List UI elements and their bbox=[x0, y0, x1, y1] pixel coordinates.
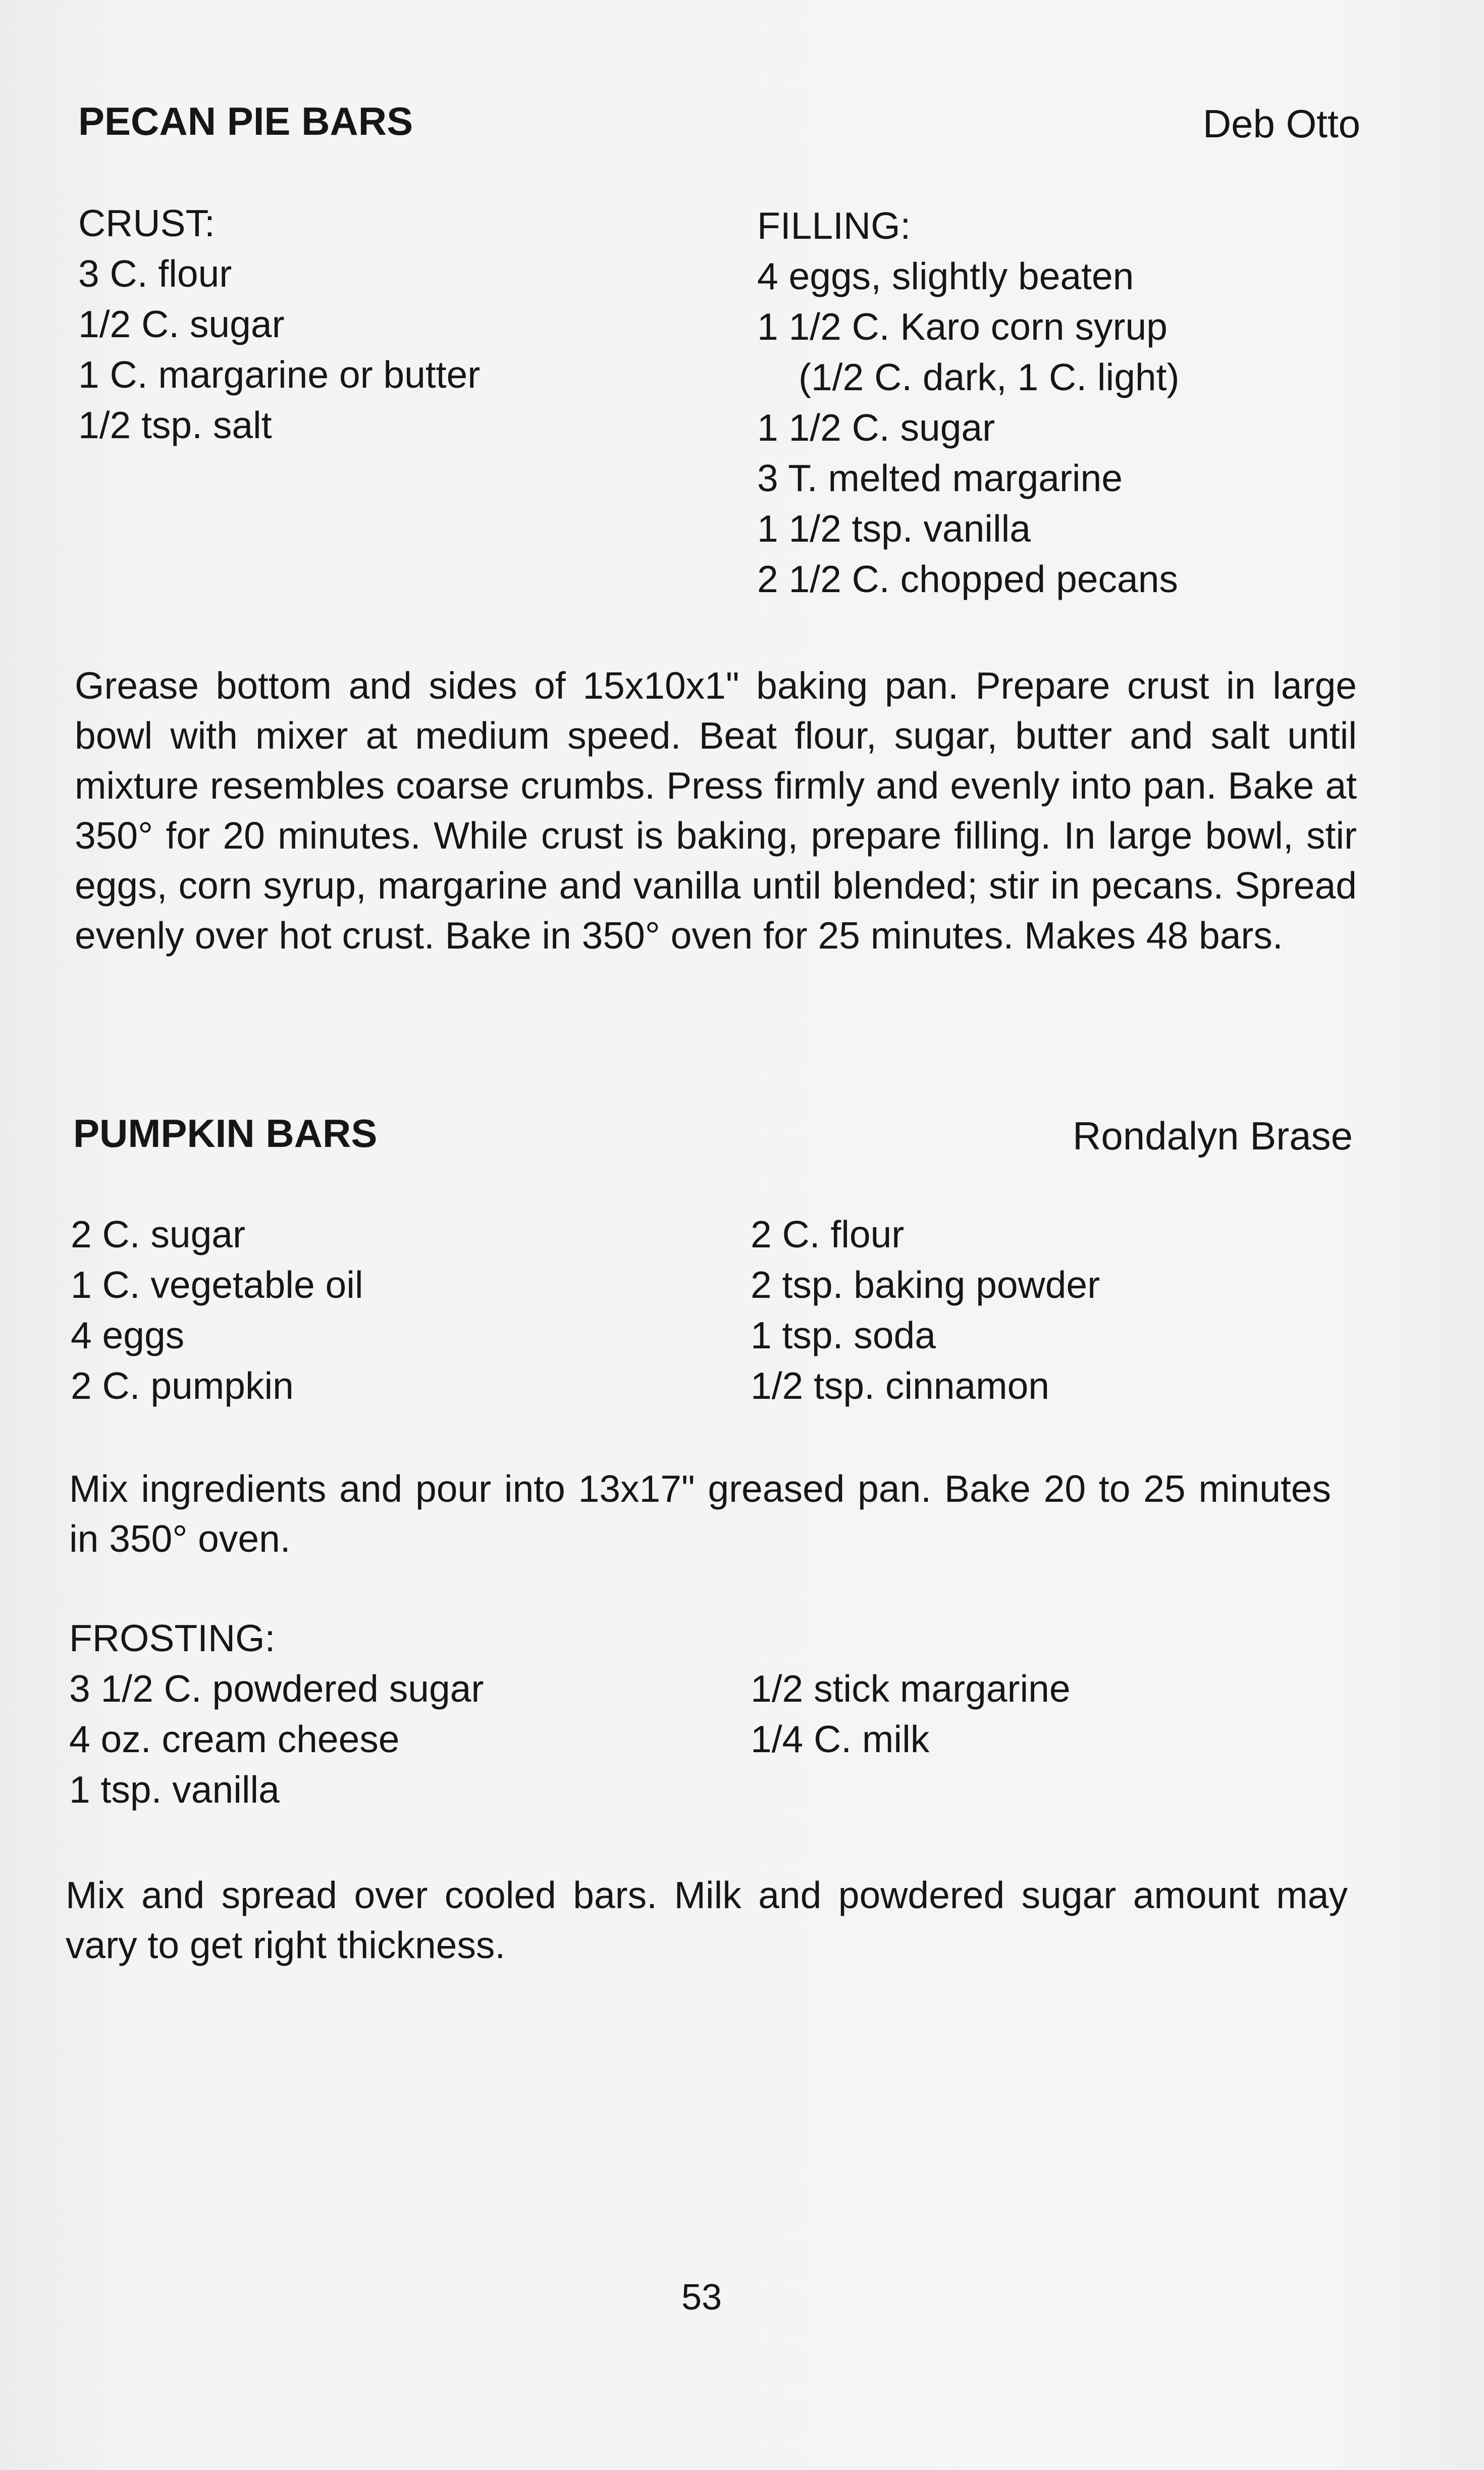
filling-item: 1 1/2 C. sugar bbox=[757, 406, 995, 449]
ingredient-item: 2 C. pumpkin bbox=[71, 1364, 294, 1407]
ingredient-item: 2 tsp. baking powder bbox=[751, 1264, 1100, 1306]
crust-item: 3 C. flour bbox=[78, 252, 232, 295]
frosting-ingredients-left bbox=[69, 1613, 484, 1815]
recipe-author-deb-otto: Deb Otto bbox=[1202, 101, 1360, 146]
frosting-item: 4 oz. cream cheese bbox=[69, 1718, 400, 1760]
ingredient-item: 2 C. flour bbox=[751, 1213, 905, 1255]
frosting-item: 1/4 C. milk bbox=[751, 1718, 930, 1760]
frosting-heading: FROSTING: bbox=[69, 1617, 276, 1659]
ingredient-item: 4 eggs bbox=[71, 1314, 185, 1356]
crust-ingredients bbox=[78, 198, 480, 450]
frosting-ingredients-right bbox=[751, 1663, 1071, 1764]
filling-item: (1/2 C. dark, 1 C. light) bbox=[799, 356, 1180, 398]
filling-item: 1 1/2 tsp. vanilla bbox=[757, 507, 1031, 550]
filling-item: 1 1/2 C. Karo corn syrup bbox=[757, 305, 1168, 348]
frosting-instructions: Mix and spread over cooled bars. Milk and powdered sugar amount may vary to get right thickness. bbox=[66, 1874, 1348, 1966]
filling-ingredients bbox=[757, 200, 1179, 604]
crust-item: 1/2 C. sugar bbox=[78, 303, 285, 345]
ingredient-item: 1/2 tsp. cinnamon bbox=[751, 1364, 1050, 1407]
frosting-item: 1 tsp. vanilla bbox=[69, 1768, 280, 1811]
frosting-item: 3 1/2 C. powdered sugar bbox=[69, 1667, 484, 1710]
ingredient-item: 1 tsp. soda bbox=[751, 1314, 936, 1356]
recipe-author-rondalyn-brase: Rondalyn Brase bbox=[1073, 1114, 1353, 1158]
pumpkin-bars-instructions: Mix ingredients and pour into 13x17" greased pan. Bake 20 to 25 minutes in 350° oven. bbox=[69, 1467, 1331, 1560]
crust-item: 1 C. margarine or butter bbox=[78, 353, 481, 396]
page-number: 53 bbox=[681, 2277, 722, 2318]
crust-item: 1/2 tsp. salt bbox=[78, 404, 272, 446]
filling-item: 3 T. melted margarine bbox=[757, 457, 1123, 499]
filling-item: 4 eggs, slightly beaten bbox=[757, 255, 1134, 297]
ingredient-item: 1 C. vegetable oil bbox=[71, 1264, 363, 1306]
pumpkin-ingredients-left bbox=[71, 1209, 363, 1411]
pumpkin-ingredients-right bbox=[751, 1209, 1100, 1411]
filling-heading: FILLING: bbox=[757, 204, 911, 247]
pecan-pie-bars-instructions: Grease bottom and sides of 15x10x1" baking pan. Prepare crust in large bowl with mixer at medium speed. Beat flour, sugar, butter and salt until mixture resembles coarse crumbs. Press firmly and evenly into pan. Bake at 350° for 20 minutes. While crust is baking, prepare filling. In large bowl, stir eggs, corn syrup, margarine and vanilla until blended; stir in pecans. Spread evenly over hot crust. Bake in 350° oven for 25 minutes. Makes 48 bars. bbox=[75, 664, 1357, 957]
recipe-title-pecan-pie-bars: PECAN PIE BARS bbox=[78, 99, 413, 143]
recipe-title-pumpkin-bars: PUMPKIN BARS bbox=[73, 1111, 378, 1155]
ingredient-item: 2 C. sugar bbox=[71, 1213, 245, 1255]
crust-heading: CRUST: bbox=[78, 202, 215, 244]
filling-item: 2 1/2 C. chopped pecans bbox=[757, 558, 1178, 600]
frosting-item: 1/2 stick margarine bbox=[751, 1667, 1071, 1710]
